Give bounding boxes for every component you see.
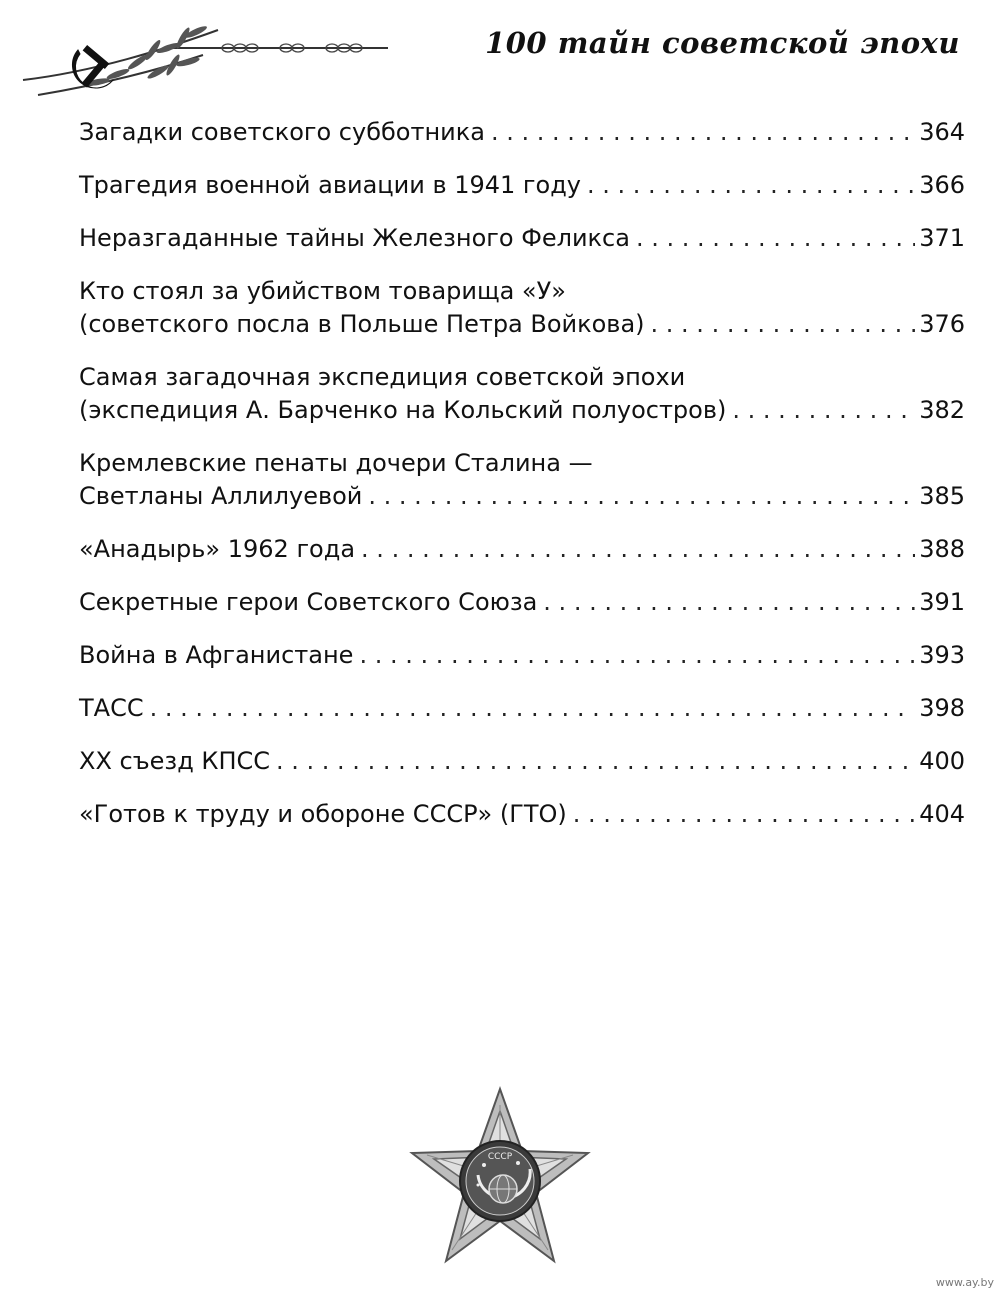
toc-entry-title-line: Неразгаданные тайны Железного Феликса (79, 224, 630, 252)
dot-leader (587, 169, 915, 202)
dot-leader (573, 798, 915, 831)
toc-entry (79, 692, 965, 725)
toc-page-number: 391 (919, 588, 965, 616)
hammer-sickle-wheat-icon (18, 10, 398, 110)
toc-entry (79, 798, 965, 831)
toc-entry (79, 116, 965, 149)
toc-entry-title-line: Секретные герои Советского Союза (79, 588, 538, 616)
toc-entry (79, 275, 965, 341)
dot-leader (651, 308, 916, 341)
toc-entry-title-line: «Готов к труду и обороне СССР» (ГТО) (79, 800, 567, 828)
soviet-star-order-icon (408, 1085, 592, 1269)
toc-page-number: 393 (919, 641, 965, 669)
dot-leader (543, 586, 915, 619)
toc-page-number: 366 (919, 171, 965, 199)
toc-entry (79, 639, 965, 672)
dot-leader (636, 222, 915, 255)
toc-entry (79, 361, 965, 427)
toc-entry-title-line: Кремлевские пенаты дочери Сталина — (79, 449, 593, 477)
dot-leader (491, 116, 915, 149)
toc-page-number: 382 (919, 396, 965, 424)
toc-entry-title-line: (советского посла в Польше Петра Войкова) (79, 310, 645, 338)
toc-entry (79, 222, 965, 255)
toc-entry-title-line: ТАСС (79, 694, 144, 722)
book-title: 100 тайн советской эпохи (485, 26, 960, 60)
toc-entry-title-line: XX съезд КПСС (79, 747, 271, 775)
toc-entry-title-line: «Анадырь» 1962 года (79, 535, 356, 563)
toc-entry-title-line: Трагедия военной авиации в 1941 году (79, 171, 582, 199)
toc-page-number: 376 (919, 310, 965, 338)
table-of-contents (79, 116, 965, 851)
toc-entry-title-line: Загадки советского субботника (79, 118, 485, 146)
toc-entry-title-line: (экспедиция А. Барченко на Кольский полуостров) (79, 396, 727, 424)
toc-page-number: 388 (919, 535, 965, 563)
toc-entry-title-line: Самая загадочная экспедиция советской эпохи (79, 363, 686, 391)
toc-page-number: 371 (919, 224, 965, 252)
toc-page-number: 404 (919, 800, 965, 828)
page-header (0, 0, 1000, 110)
toc-entry (79, 745, 965, 778)
toc-page-number: 364 (919, 118, 965, 146)
toc-entry (79, 533, 965, 566)
toc-entry-title-line: Светланы Аллилуевой (79, 482, 363, 510)
order-text: СССР (487, 1152, 513, 1162)
dot-leader (361, 533, 915, 566)
toc-entry (79, 169, 965, 202)
dot-leader (276, 745, 915, 778)
dot-leader (368, 480, 915, 513)
watermark: www.ay.by (935, 1276, 994, 1289)
dot-leader (359, 639, 915, 672)
toc-page-number: 398 (919, 694, 965, 722)
toc-entry (79, 447, 965, 513)
toc-entry (79, 586, 965, 619)
dot-leader (732, 394, 915, 427)
toc-page-number: 400 (919, 747, 965, 775)
toc-entry-title-line: Кто стоял за убийством товарища «У» (79, 277, 566, 305)
toc-page-number: 385 (919, 482, 965, 510)
toc-entry-title-line: Война в Афганистане (79, 641, 354, 669)
dot-leader (150, 692, 916, 725)
